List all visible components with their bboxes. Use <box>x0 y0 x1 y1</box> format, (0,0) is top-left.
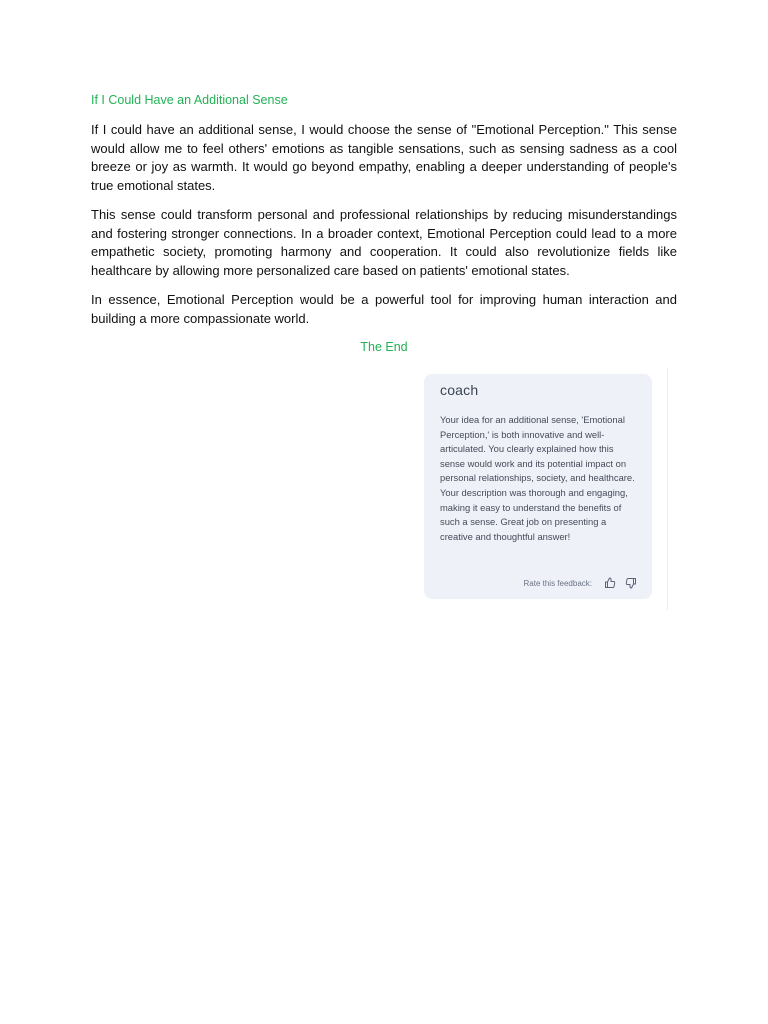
paragraph-1: If I could have an additional sense, I would choose the sense of "Emotional Perception." This sense would allow me to feel others' emotions as tangible sensations, such as sensing sadness as a cool breeze or joy as warmth. It would go beyond empathy, enabling a deeper understanding of people's true emotional states. <box>91 122 677 193</box>
coach-panel <box>422 368 670 610</box>
thumbs-up-icon[interactable] <box>603 576 617 590</box>
closing-text: The End <box>360 340 408 354</box>
paragraph-2: This sense could transform personal and professional relationships by reducing misunderstandings and fostering stronger connections. In a broader context, Emotional Perception could lead to a more empathetic society, promoting harmony and cooperation. It could also revolutionize fields like healthcare by allowing more personalized care based on patients' emotional states. <box>91 207 677 278</box>
coach-label: coach <box>440 382 479 398</box>
panel-divider <box>667 368 668 610</box>
paragraph-3: In essence, Emotional Perception would be a powerful tool for improving human interaction and building a more compassionate world. <box>91 292 677 326</box>
coach-feedback-card <box>424 374 652 599</box>
thumbs-down-icon[interactable] <box>624 576 638 590</box>
rate-feedback-row <box>524 576 638 590</box>
document-title: If I Could Have an Additional Sense <box>91 93 288 107</box>
rate-feedback-label: Rate this feedback: <box>523 578 592 588</box>
coach-feedback-text: Your idea for an additional sense, 'Emotional Perception,' is both innovative and well-articulated. You clearly explained how this sense would work and its potential impact on personal relationships, society, and healthcare. Your description was thorough and engaging, making it easy to understand the benefits of such a sense. Great job on presenting a creative and thoughtful answer! <box>440 414 635 542</box>
